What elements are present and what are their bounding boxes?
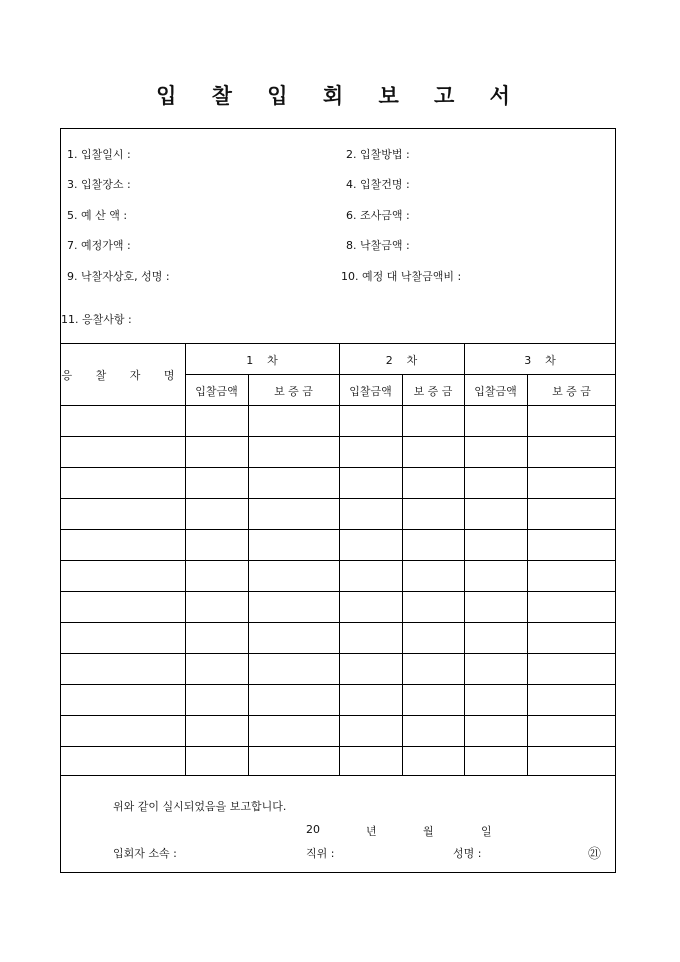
bid-place-field[interactable]: 3. 입찰장소 : xyxy=(67,178,131,191)
winning-bid-amount-field[interactable]: 8. 낙찰금액 : xyxy=(346,239,410,252)
attendee-name-field[interactable]: 성명 : xyxy=(453,847,482,860)
column-divider xyxy=(402,374,403,775)
round-1-bid-amount-header: 입찰금액 xyxy=(195,385,238,398)
table-row xyxy=(61,560,615,561)
round-2-header: 2 차 xyxy=(385,354,418,367)
report-form xyxy=(60,128,616,873)
winner-name-field[interactable]: 9. 낙찰자상호, 성명 : xyxy=(67,270,170,283)
table-row xyxy=(61,653,615,654)
table-row xyxy=(61,498,615,499)
survey-amount-field[interactable]: 6. 조사금액 : xyxy=(346,209,410,222)
table-bottom-line xyxy=(61,775,615,776)
round-1-header: 1 차 xyxy=(246,354,278,367)
column-divider xyxy=(339,343,340,775)
seal-mark: ㉑ xyxy=(588,847,602,862)
table-row xyxy=(61,467,615,468)
column-divider xyxy=(248,374,249,775)
subheader-line xyxy=(185,374,615,375)
round-2-deposit-header: 보 증 금 xyxy=(413,385,453,398)
table-row xyxy=(61,436,615,437)
attendee-position-field[interactable]: 직위 : xyxy=(306,847,335,860)
round-2-bid-amount-header: 입찰금액 xyxy=(349,385,392,398)
price-ratio-field[interactable]: 10. 예정 대 낙찰금액비 : xyxy=(341,270,462,283)
table-row xyxy=(61,715,615,716)
date-month-unit: 월 xyxy=(423,825,434,838)
column-divider xyxy=(464,343,465,775)
table-row xyxy=(61,405,615,406)
table-top-line xyxy=(61,343,615,344)
document-title: 입 찰 입 회 보 고 서 xyxy=(156,83,524,108)
column-divider xyxy=(527,374,528,775)
bidder-name-header: 응 찰 자 명 xyxy=(61,369,185,382)
table-row xyxy=(61,746,615,747)
date-year[interactable]: 20 xyxy=(306,823,320,836)
bid-item-name-field[interactable]: 4. 입찰건명 : xyxy=(346,178,410,191)
table-row xyxy=(61,684,615,685)
round-1-deposit-header: 보 증 금 xyxy=(274,385,313,398)
attendee-affiliation-field[interactable]: 입회자 소속 : xyxy=(113,847,177,860)
bid-details-field[interactable]: 11. 응찰사항 : xyxy=(61,313,132,326)
round-3-deposit-header: 보 증 금 xyxy=(552,385,591,398)
column-divider xyxy=(185,343,186,775)
budget-amount-field[interactable]: 5. 예 산 액 : xyxy=(67,209,128,222)
table-row xyxy=(61,591,615,592)
round-3-bid-amount-header: 입찰금액 xyxy=(474,385,517,398)
date-day-unit: 일 xyxy=(481,825,492,838)
estimated-price-field[interactable]: 7. 예정가액 : xyxy=(67,239,131,252)
table-row xyxy=(61,529,615,530)
bid-method-field[interactable]: 2. 입찰방법 : xyxy=(346,148,410,161)
round-3-header: 3 차 xyxy=(524,354,556,367)
date-year-unit: 년 xyxy=(366,825,377,838)
table-row xyxy=(61,622,615,623)
report-statement: 위와 같이 실시되었음을 보고합니다. xyxy=(113,800,287,813)
bid-date-field[interactable]: 1. 입찰일시 : xyxy=(67,148,131,161)
